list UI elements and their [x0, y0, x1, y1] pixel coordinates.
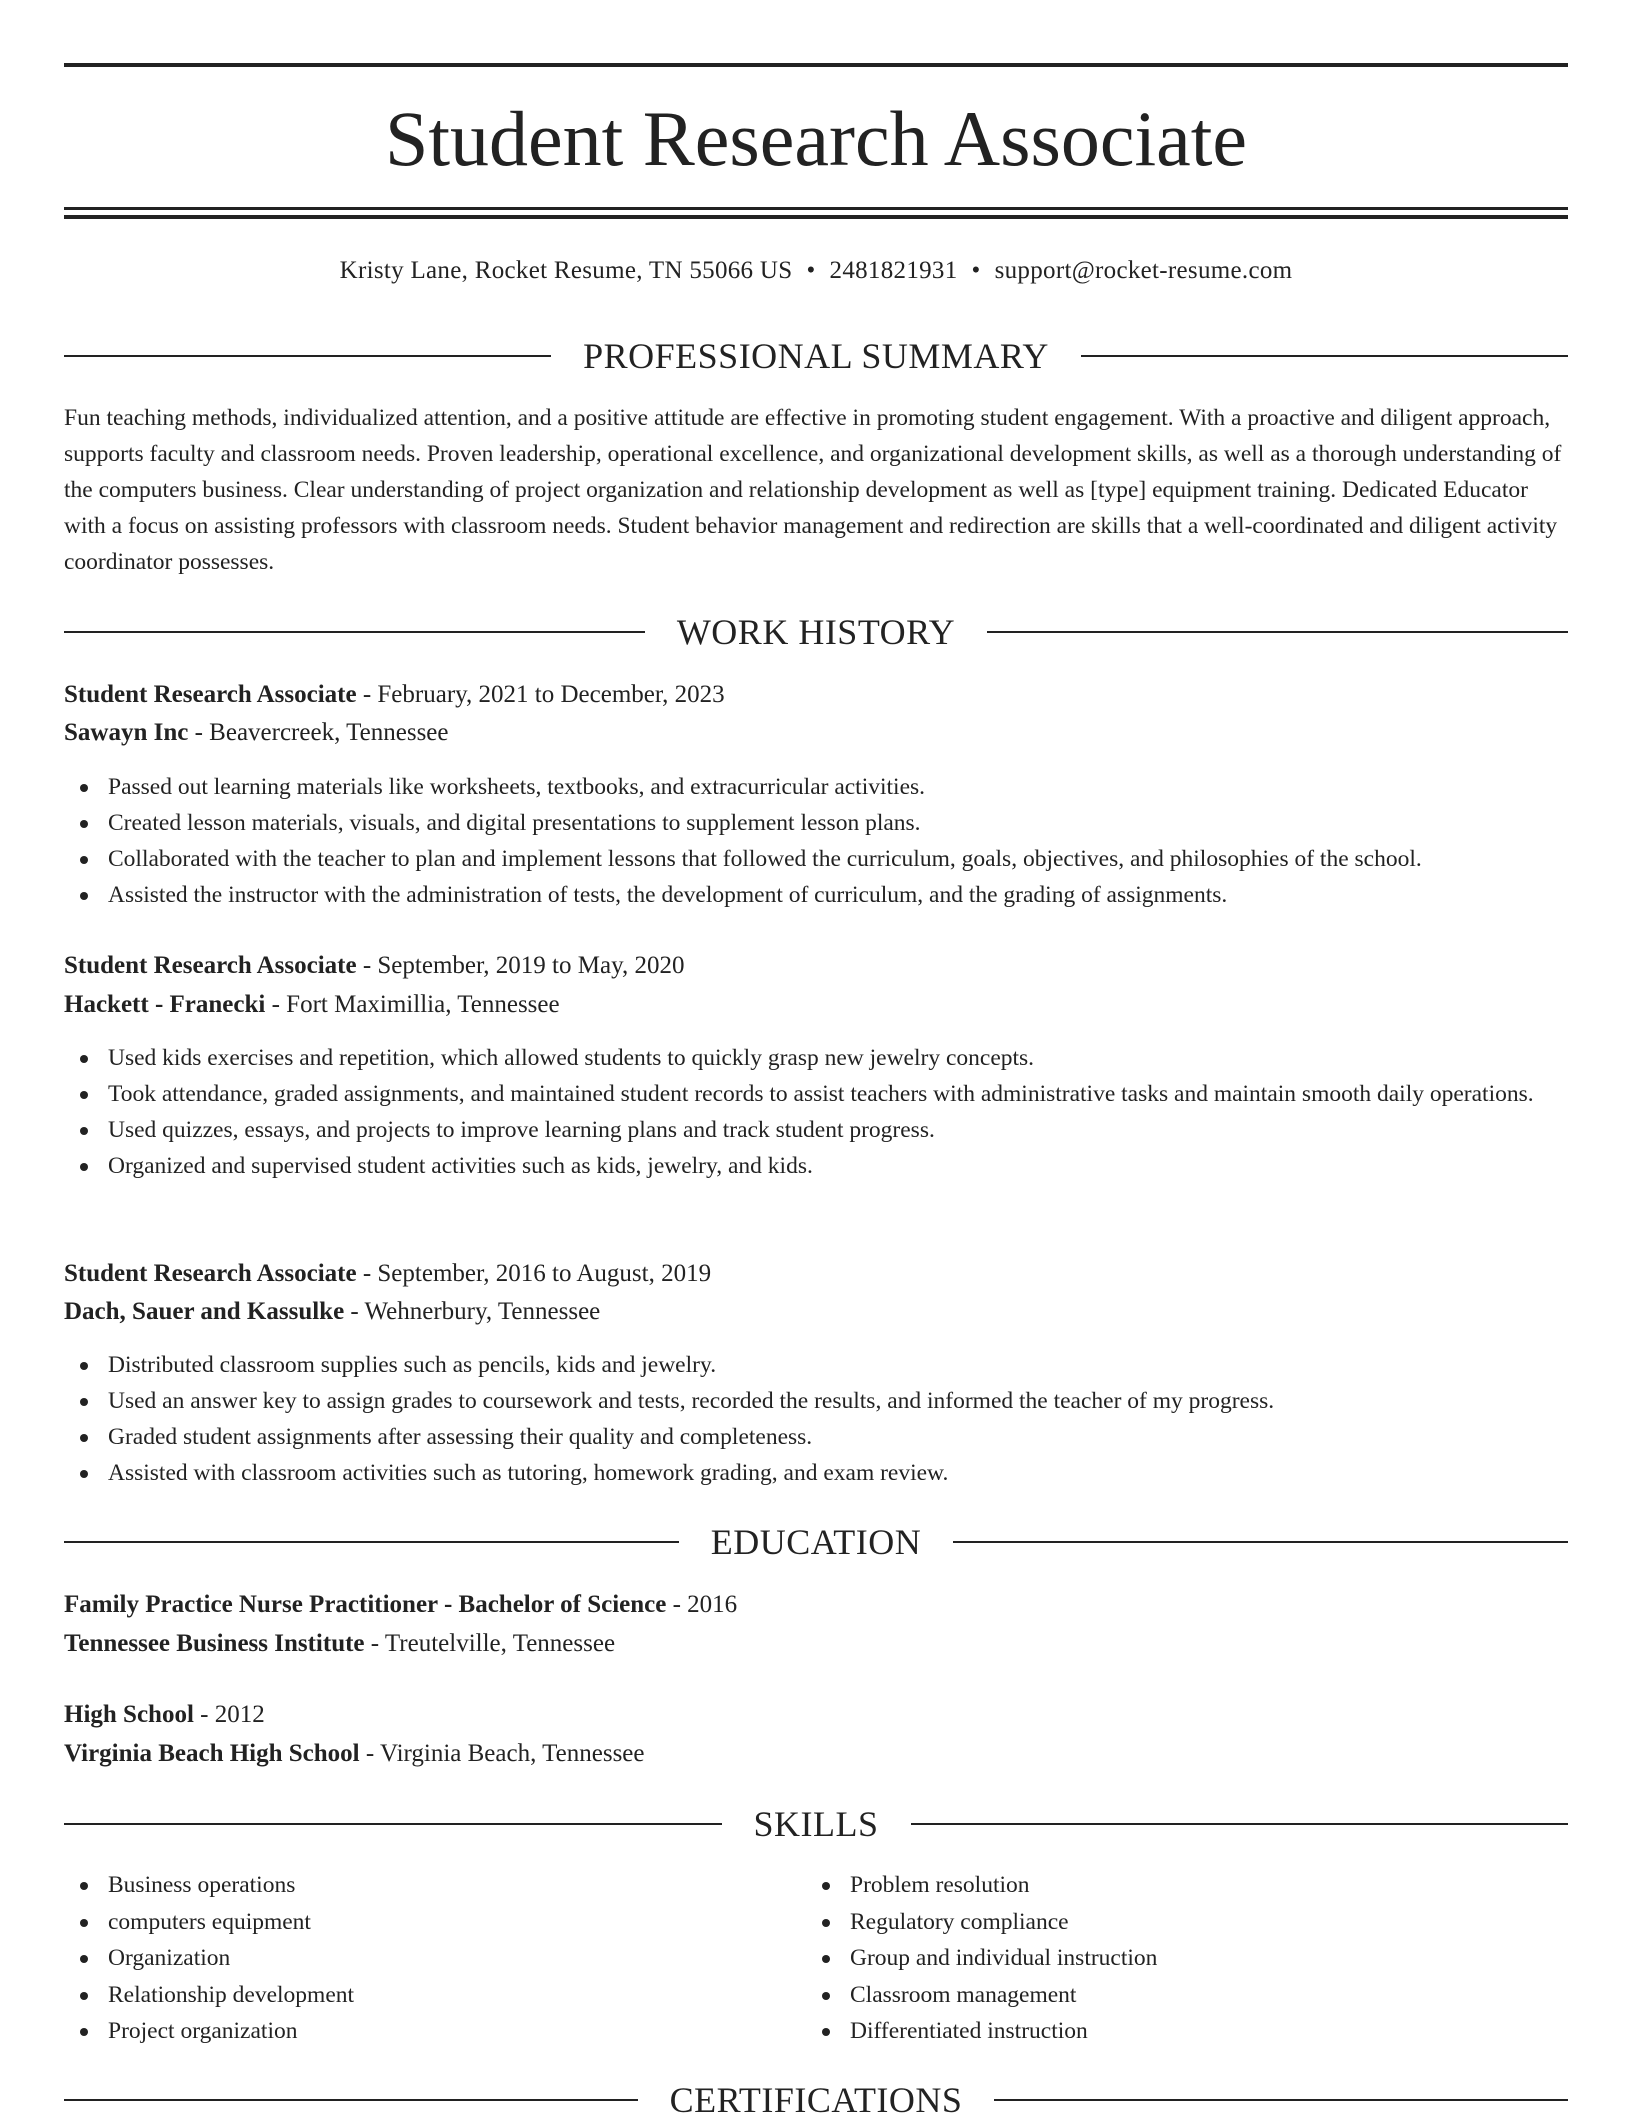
bullet-dot — [80, 1091, 88, 1099]
skill-item — [806, 1977, 1157, 2014]
section-heading-education — [64, 1520, 1568, 1564]
job-title: Student Research Associate — [64, 952, 357, 979]
job-title-line — [64, 677, 725, 713]
bullet-text: Distributed classroom supplies such as pencils, kids and jewelry. — [108, 1352, 717, 1378]
bullet-text: Passed out learning materials like worksheets, textbooks, and extracurricular activities. — [108, 774, 926, 800]
job-company-line — [64, 715, 449, 751]
list-item — [64, 1419, 1568, 1455]
bullet-dot — [822, 1992, 830, 2000]
list-item — [64, 877, 1568, 913]
job-location: - Fort Maximillia, Tennessee — [265, 991, 560, 1018]
skill-text: Differentiated instruction — [850, 2018, 1088, 2044]
bullet-text: Graded student assignments after assessing their quality and completeness. — [108, 1424, 813, 1450]
job-title: Student Research Associate — [64, 681, 357, 708]
skill-text: Project organization — [108, 2018, 298, 2044]
contact-address: Kristy Lane, Rocket Resume, TN 55066 US — [339, 257, 793, 284]
heading-rule — [1081, 355, 1568, 357]
skill-text: Regulatory compliance — [850, 1908, 1069, 1935]
contact-phone: 2481821931 — [829, 257, 958, 284]
skill-item — [806, 2013, 1157, 2050]
job-company-line — [64, 1294, 600, 1330]
job-dates: - February, 2021 to December, 2023 — [356, 681, 725, 708]
section-title-skills: SKILLS — [753, 1804, 879, 1844]
list-item — [64, 1148, 1568, 1184]
list-item — [64, 805, 1568, 841]
job-dates: - September, 2019 to May, 2020 — [356, 952, 685, 979]
skill-item — [64, 2013, 354, 2050]
education-degree-line — [64, 1697, 265, 1733]
skill-item — [806, 1904, 1157, 1941]
heading-rule — [953, 1541, 1568, 1543]
bullet-dot — [80, 1163, 88, 1171]
heading-rule — [64, 1823, 722, 1825]
skill-text: computers equipment — [108, 1908, 311, 1935]
list-item — [64, 1383, 1568, 1419]
list-item — [64, 769, 1568, 805]
bullet-text: Used kids exercises and repetition, which allowed students to quickly grasp new jewelry concepts. — [108, 1045, 1035, 1071]
list-item — [64, 1455, 1568, 1491]
heading-rule — [64, 1541, 679, 1543]
job-bullet-list — [64, 1347, 1568, 1491]
bullet-dot — [80, 2028, 88, 2036]
job-location: - Beavercreek, Tennessee — [188, 719, 449, 746]
bullet-dot — [80, 1919, 88, 1927]
section-heading-skills — [64, 1802, 1568, 1846]
job-title-line — [64, 1256, 711, 1292]
skill-text: Business operations — [108, 1872, 296, 1898]
education-location: - Treutelville, Tennessee — [364, 1630, 616, 1657]
list-item — [64, 841, 1568, 877]
skills-list-right — [806, 1867, 1157, 2050]
job-bullet-list — [64, 1040, 1568, 1184]
bullet-text: Collaborated with the teacher to plan and implement lessons that followed the curriculum, goals, objectives, and philosophies of the school. — [108, 846, 1422, 872]
bullet-dot — [822, 1955, 830, 1963]
heading-rule — [64, 2099, 638, 2101]
list-item — [64, 1347, 1568, 1383]
bullet-dot — [822, 1882, 830, 1890]
list-item — [64, 1076, 1568, 1112]
section-title-certifications: CERTIFICATIONS — [669, 2080, 963, 2120]
bullet-dot — [822, 1919, 830, 1927]
skill-item — [64, 1977, 354, 2014]
education-school-line — [64, 1626, 615, 1662]
bullet-dot — [80, 820, 88, 828]
section-heading-summary — [64, 334, 1568, 378]
skill-text: Problem resolution — [850, 1872, 1030, 1898]
job-company: Sawayn Inc — [64, 719, 189, 746]
contact-separator: • — [806, 257, 816, 284]
list-item — [64, 1040, 1568, 1076]
education-school: Tennessee Business Institute — [64, 1630, 365, 1657]
bullet-text: Created lesson materials, visuals, and digital presentations to supplement lesson plans. — [108, 810, 921, 836]
bullet-dot — [80, 1470, 88, 1478]
job-location: - Wehnerbury, Tennessee — [344, 1298, 601, 1325]
bullet-dot — [80, 1992, 88, 2000]
title-rule-lower — [64, 215, 1568, 219]
section-title-education: EDUCATION — [710, 1522, 922, 1562]
education-school-line — [64, 1736, 645, 1772]
skill-item — [806, 1867, 1157, 1904]
job-bullet-list — [64, 769, 1568, 913]
bullet-dot — [80, 784, 88, 792]
heading-rule — [64, 355, 551, 357]
bullet-text: Used an answer key to assign grades to coursework and tests, recorded the results, and informed the teacher of my progress. — [108, 1388, 1275, 1414]
section-heading-certifications — [64, 2078, 1568, 2122]
bullet-dot — [80, 892, 88, 900]
heading-rule — [911, 1823, 1569, 1825]
bullet-text: Organized and supervised student activities such as kids, jewelry, and kids. — [108, 1153, 813, 1179]
bullet-dot — [80, 1398, 88, 1406]
contact-line — [64, 253, 1568, 289]
bullet-dot — [80, 1362, 88, 1370]
heading-rule — [994, 2099, 1568, 2101]
bullet-dot — [80, 1127, 88, 1135]
resume-title: Student Research Associate — [384, 95, 1248, 182]
education-degree-line — [64, 1587, 737, 1623]
bullet-dot — [80, 1055, 88, 1063]
education-school: Virginia Beach High School — [64, 1740, 360, 1767]
bullet-text: Assisted the instructor with the administration of tests, the development of curriculum, and the grading of assignments. — [108, 882, 1228, 908]
bullet-text: Used quizzes, essays, and projects to improve learning plans and track student progress. — [108, 1117, 935, 1143]
contact-email: support@rocket-resume.com — [994, 257, 1293, 284]
skills-list-left — [64, 1867, 354, 2050]
section-title-work: WORK HISTORY — [676, 612, 956, 652]
list-item — [64, 1112, 1568, 1148]
job-title-line — [64, 948, 684, 984]
education-degree: High School — [64, 1701, 194, 1728]
education-year: - 2016 — [666, 1591, 738, 1618]
bullet-dot — [80, 856, 88, 864]
job-company: Hackett - Franecki — [64, 991, 266, 1018]
skill-item — [64, 1867, 354, 1904]
skill-text: Group and individual instruction — [850, 1945, 1158, 1971]
skill-item — [64, 1940, 354, 1977]
skill-item — [806, 1940, 1157, 1977]
skill-item — [64, 1904, 354, 1941]
skill-text: Classroom management — [850, 1981, 1077, 2008]
job-title: Student Research Associate — [64, 1260, 357, 1287]
education-degree: Family Practice Nurse Practitioner - Bachelor of Science — [64, 1591, 667, 1618]
bullet-text: Assisted with classroom activities such as tutoring, homework grading, and exam review. — [108, 1460, 949, 1486]
bullet-dot — [822, 2028, 830, 2036]
bullet-dot — [80, 1882, 88, 1890]
section-title-summary: PROFESSIONAL SUMMARY — [583, 336, 1049, 376]
section-heading-work — [64, 610, 1568, 654]
job-company: Dach, Sauer and Kassulke — [64, 1298, 345, 1325]
top-rule — [64, 63, 1568, 67]
skill-text: Relationship development — [108, 1981, 355, 2008]
skill-text: Organization — [108, 1945, 231, 1971]
heading-rule — [64, 631, 645, 633]
education-year: - 2012 — [193, 1701, 265, 1728]
summary-text: Fun teaching methods, individualized attention, and a positive attitude are effective in promoting student engagement. With a proactive and diligent approach, supports faculty and classroom needs. Proven leadership, operational excellence, and organizational development skills, as well as a thorough understanding of the computers business. Clear understanding of project organization and relationship development as well as [type] equipment training. Dedicated Educator with a focus on assisting professors with classroom needs. Student behavior management and redirection are skills that a well-coordinated and diligent activity coordinator possesses. — [64, 405, 1562, 575]
job-dates: - September, 2016 to August, 2019 — [356, 1260, 712, 1287]
bullet-dot — [80, 1955, 88, 1963]
job-company-line — [64, 987, 560, 1023]
bullet-dot — [80, 1434, 88, 1442]
heading-rule — [987, 631, 1568, 633]
bullet-text: Took attendance, graded assignments, and maintained student records to assist teachers with administrative tasks and maintain smooth daily operations. — [108, 1081, 1534, 1107]
title-rule-upper — [64, 207, 1568, 210]
contact-separator: • — [971, 257, 981, 284]
education-location: - Virginia Beach, Tennessee — [359, 1740, 645, 1767]
